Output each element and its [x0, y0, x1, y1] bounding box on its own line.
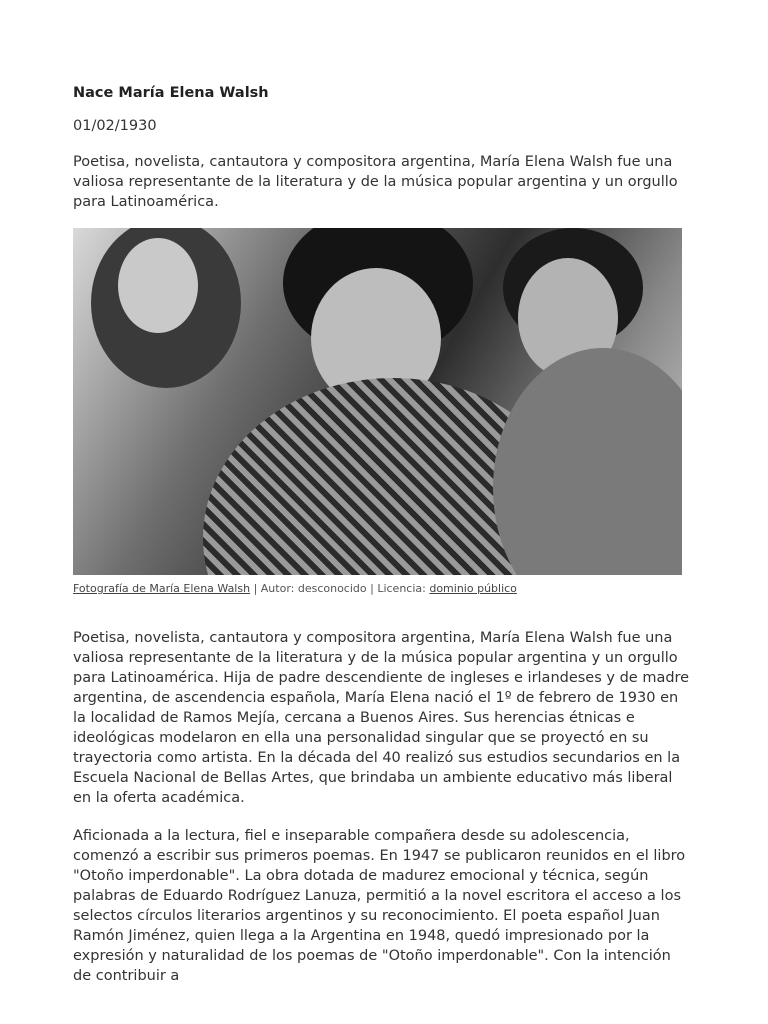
article-title: Nace María Elena Walsh [73, 85, 269, 101]
photo-body-right [493, 348, 682, 575]
article-photo [73, 228, 682, 575]
article-intro: Poetisa, novelista, cantautora y compositora argentina, María Elena Walsh fue una valiosa representante de la literatura y de la música popular argentina y un orgullo para Latinoamérica. [73, 154, 678, 210]
photo-link[interactable]: Fotografía de María Elena Walsh [73, 582, 251, 595]
caption-author-license: | Autor: desconocido | Licencia: [250, 582, 430, 595]
spacer [73, 596, 693, 628]
photo-caption [73, 581, 693, 596]
article [73, 82, 693, 986]
article-paragraph-1: Poetisa, novelista, cantautora y compositora argentina, María Elena Walsh fue una valiosa representante de la literatura y de la música popular argentina y un orgullo para Latinoamérica. Hija de padre descendiente de ingleses e irlandeses y de madre argentina, de ascendencia española, María Elena nació el 1º de febrero de 1930 en la localidad de Ramos Mejía, cercana a Buenos Aires. Sus herencias étnicas e ideológicas modelaron en ella una personalidad singular que se proyectó en su trayectoria como artista. En la década del 40 realizó sus estudios secundarios en la Escuela Nacional de Bellas Artes, que brindaba un ambiente educativo más liberal en la oferta académica. [73, 630, 690, 806]
license-link[interactable]: dominio público [429, 582, 517, 595]
article-date: 01/02/1930 [73, 118, 157, 134]
article-paragraph-2: Aficionada a la lectura, fiel e inseparable compañera desde su adolescencia, comenzó a escribir sus primeros poemas. En 1947 se publicaron reunidos en el libro "Otoño imperdonable". La obra dotada de madurez emocional y técnica, según palabras de Eduardo Rodríguez Lanuza, permitió a la novel escritora el acceso a los selectos círculos literarios argentinos y su reconocimiento. El poeta español Juan Ramón Jiménez, quien llega a la Argentina en 1948, quedó impresionado por la expresión y naturalidad de los poemas de "Otoño imperdonable". Con la intención de contribuir a [73, 828, 686, 984]
photo-face-left [118, 238, 198, 333]
